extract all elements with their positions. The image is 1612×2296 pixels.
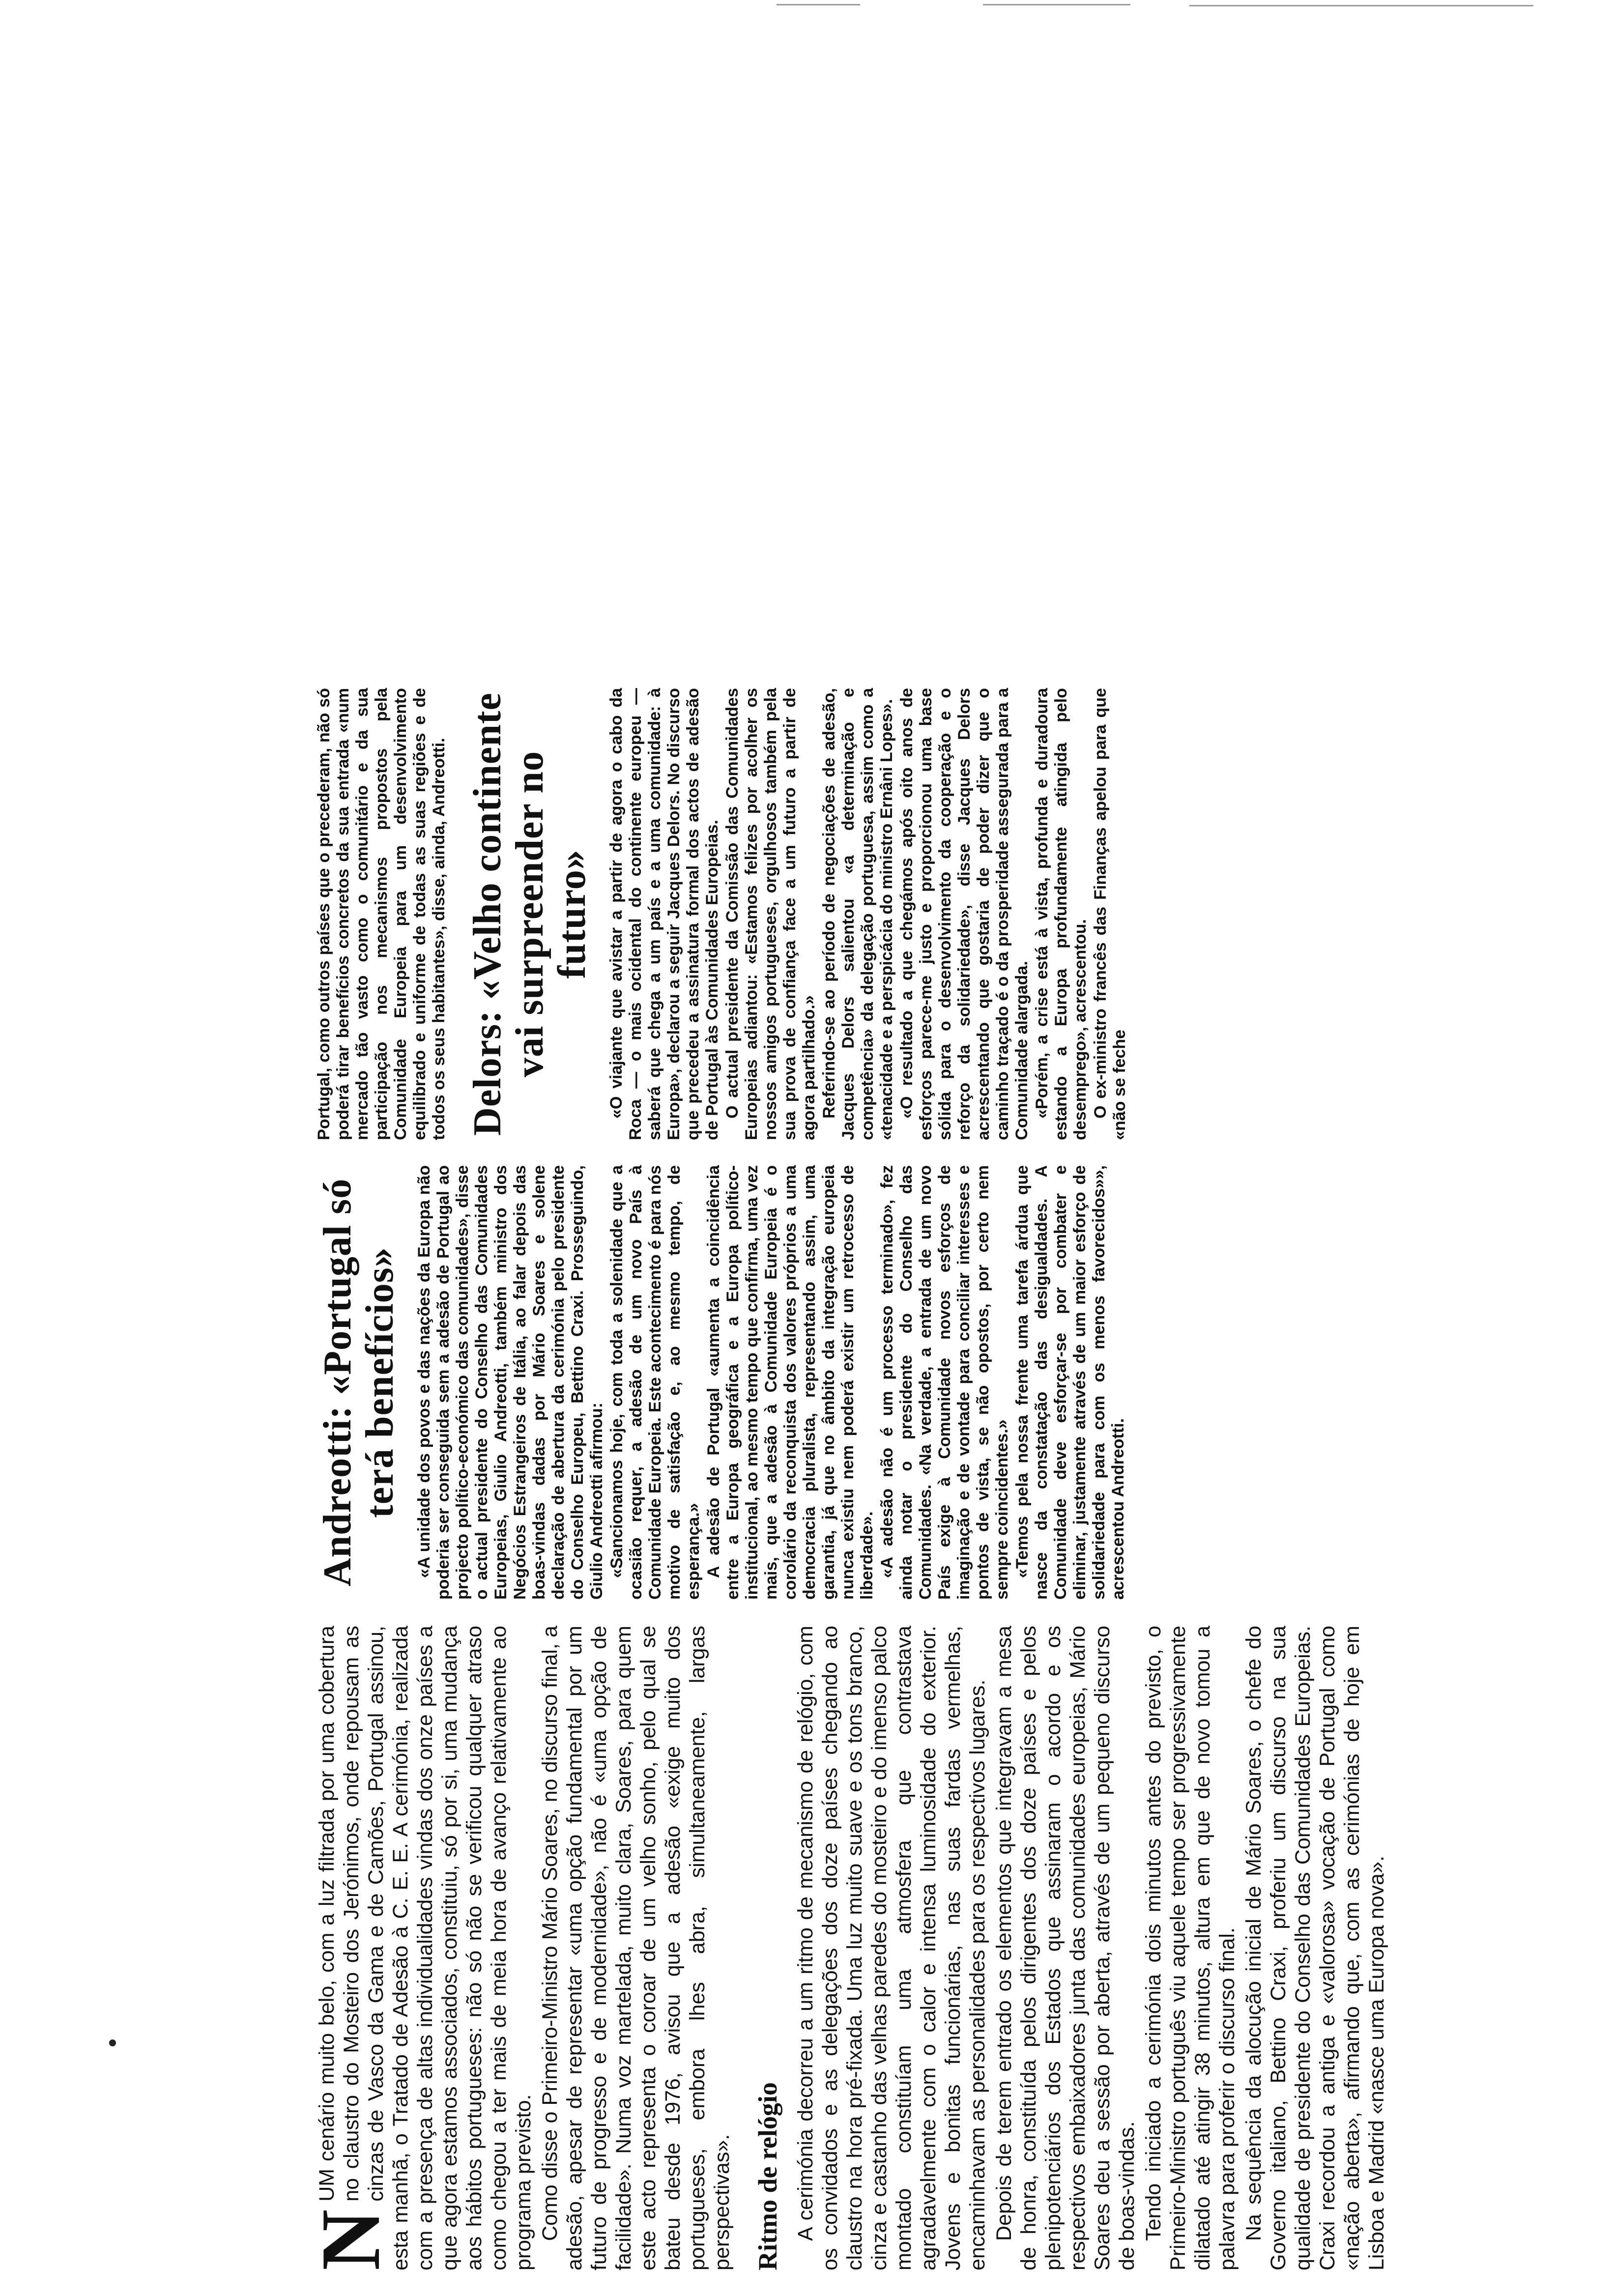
paragraph: «Temos pela nossa frente uma tarefa árdua que nasce da constatação das desigualdades. A Comunidade deve esforçar-se por combater e eliminar, justamente através de um maior esforço de solidariedade para com os menos favorecidos»», acrescentou Andreotti. (1013, 1165, 1127, 1600)
paragraph: Na sequência da alocução inicial de Mário Soares, o chefe do Governo italiano, Bettino Craxi, proferiu um discurso na sua qualidade de presidente do Conselho das Comunidades Europeias. Craxi recordou a antiga e «valorosa» vocação de Portugal como «nação aberta», afirmando que, com as cerimónias de hoje em Lisboa e Madrid «nasce uma Europa nova». (1242, 1626, 1388, 2270)
paragraph: Depois de terem entrado os elementos que integravam a mesa de honra, constituída pelos dirigentes dos doze países e pelos plenipotenciários dos Estados que assinaram o acordo e os respectivos embaixadores junta das comunidades europeias, Mário Soares deu a sessão por aberta, através de um pequeno discurso de boas-vindas. (992, 1626, 1139, 2270)
paragraph: «O resultado a que chegámos após oito anos de esforços parece-me justo e proporcionou uma base sólida para o desenvolvimento da cooperação e o reforço da solidariedade», disse Jacques Delors acrescentando que gostaria de poder dizer que o caminho traçado é o da prosperidade assegurada para a Comunidade alargada. (897, 688, 1031, 1140)
andreotti-column (315, 1157, 1396, 1600)
paragraph: Referindo-se ao período de negociações de adesão, Jacques Delors salientou «a determinação e competência» da delegação portuguesa, assim como a «tenacidade e a perspicácia do ministro Ernâni Lopes». (820, 688, 896, 1140)
paragraph: «Porém, a crise está à vista, profunda e duradoura estando a Europa profundamente atingida pelo desemprego», acrescentou. (1033, 688, 1090, 1140)
paragraph: A cerimónia decorreu a um ritmo de mecanismo de relógio, com os convidados e as delegações dos doze países chegando ao claustro na hora pré-fixada. Uma luz muito suave e os tons branco, cinza e castanho das velhas paredes do mosteiro e do imenso palco montado constituíam uma atmosfera que contrastava agradavelmente com o calor e intensa luminosidade do exterior. Jovens e bonitas funcionárias, nas suas fardas vermelhas, encaminhavam as personalidades para os respectivos lugares. (794, 1626, 989, 2270)
andreotti-headline: Andreotti: «Portugal só terá benefícios» (316, 1178, 402, 1587)
paragraph: Como disse o Primeiro-Ministro Mário Soares, no discurso final, a adesão, apesar de representar «uma opção fundamental por um futuro de progresso e de modernidade», não é «uma opção de facilidade». Numa voz martelada, muito clara, Soares, para quem este acto representa o coroar de um velho sonho, pelo qual se bateu desde 1976, avisou que a adesão «exige muito dos portugueses, embora lhes abra, simultaneamente, largas perspectivas». (538, 1626, 734, 2270)
paragraph: O actual presidente da Comissão das Comunidades Europeias adiantou: «Estamos felizes por acolher os nossos amigos portugueses, orgulhosos também pela sua prova de confiança face a um futuro a partir de agora partilhado.» (723, 688, 818, 1140)
scan-mark (1189, 5, 1533, 6)
delors-column (315, 688, 1396, 1140)
subheading: Ritmo de relógio (753, 2082, 782, 2270)
paragraph: «A adesão não é um processo terminado», fez ainda notar o presidente do Conselho das Comunidades. «Na verdade, a entrada de um novo País exige à Comunidade novos esforços de imaginação e de vontade para conciliar interesses e pontos de vista, se não opostos, por certo nem sempre coincidentes.» (878, 1165, 1011, 1600)
scan-mark (983, 4, 1130, 5)
delors-headline: Delors: «Velho continente vai surpreender no futuro» (466, 692, 594, 1136)
paragraph: A adesão de Portugal «aumenta a coincidência entre a Europa geográfica e a Europa político-institucional, ao mesmo tempo que confirma, uma vez mais, que a adesão à Comunidade Europeia é o corolário da reconquista dos valores próprios a uma democracia pluralista, representando assim, uma garantia, já que no âmbito da integração europeia nunca existiu nem poderá existir um retrocesso de liberdade». (704, 1165, 876, 1600)
paragraph: Tendo iniciado a cerimónia dois minutos antes do previsto, o Primeiro-Ministro português viu aquele tempo ser progressivamente dilatado até atingir 38 minutos, altura em que de novo tomou a palavra para proferir o discurso final. (1142, 1626, 1239, 2270)
lead-text: UM cenário muito belo, com a luz filtrada por uma cobertura no claustro do Mosteiro dos Jerónimos, onde repousam as cinzas de Vasco da Gama e de Camões, Portugal assinou, esta manhã, o Tratado de Adesão à C. E. E. A cerimónia, realizada com a presença de altas individualidades vindas dos onze países a que agora estamos associados, constituiu, só por si, uma mudança aos hábitos portugueses: não só não se verificou qualquer atraso como chegou a ter mais de meia hora de avanço relativamente ao programa previsto. (315, 1626, 535, 2270)
paragraph: Portugal, como outros países que o precederam, não só poderá tirar benefícios concretos da sua entrada «num mercado tão vasto como o comunitário e da sua participação nos mecanismos propostos pela Comunidade Europeia para um desenvolvimento equilibrado e uniforme de todas as suas regiões e de todos os seus habitantes», disse, ainda, Andreotti. (315, 688, 448, 1140)
scan-mark (777, 4, 860, 5)
main-article-column (304, 1617, 1396, 2270)
drop-cap: N (304, 2209, 398, 2270)
paragraph: «Sancionamos hoje, com toda a solenidade que a ocasião requer, a adesão de um novo País à Comunidade Europeia. Este acontecimento é para nós motivo de satisfação e, ao mesmo tempo, de esperança.» (607, 1165, 703, 1600)
paragraph: «O viajante que avistar a partir de agora o cabo da Roca — o mais ocidental do continente europeu — saberá que chega a um país e a uma comunidade: à Europa», declarou a seguir Jacques Delors. No discurso que precedeu a assinatura formal dos actos de adesão de Portugal às Comunidades Europeias. (607, 688, 721, 1140)
paragraph: «A unidade dos povos e das nações da Europa não poderia ser conseguida sem a adesão de Portugal ao projecto político-económico das comunidades», disse o actual presidente do Conselho das Comunidades Europeias, Giulio Andreotti, também ministro dos Negócios Estrangeiros de Itália, ao falar depois das boas-vindas dadas por Mário Soares e solene declaração de abertura da cerimónia pelo presidente do Conselho Europeu, Bettino Craxi. Prosseguindo, Giulio Andreotti afirmou: (415, 1165, 606, 1600)
lead-paragraph (304, 1626, 536, 2270)
newspaper-clipping (304, 678, 1396, 2270)
paragraph: O ex-ministro francês das Finanças apelou para que «não se feche (1091, 688, 1129, 1140)
scan-dot (109, 2039, 116, 2046)
